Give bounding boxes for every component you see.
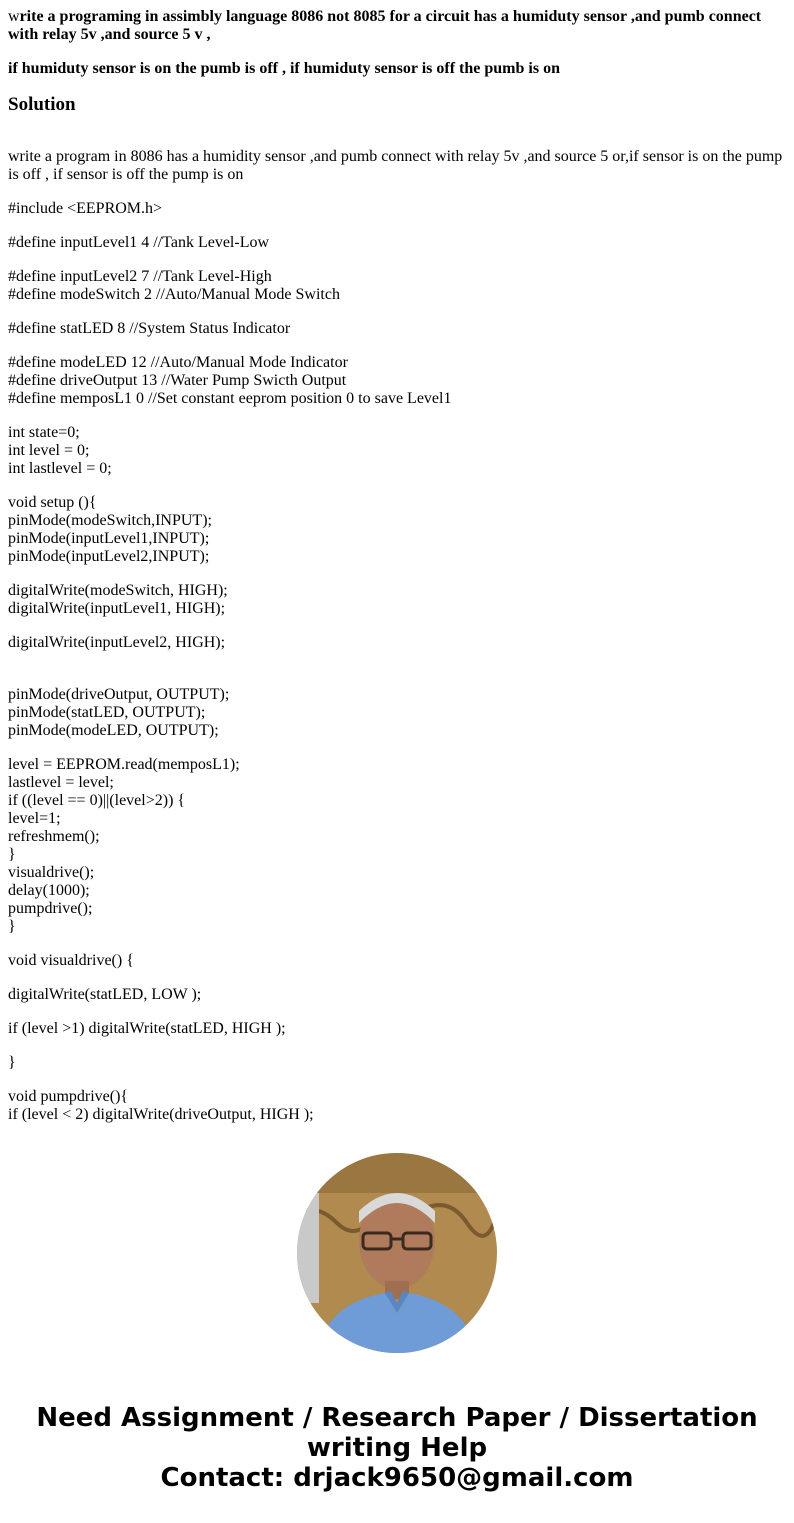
- question-block: [8, 8, 786, 78]
- answer-paragraph: [8, 1054, 786, 1072]
- code-line: digitalWrite(modeSwitch, HIGH);: [8, 582, 228, 599]
- code-line: level = EEPROM.read(memposL1);: [8, 756, 240, 773]
- code-line: #define modeSwitch 2 //Auto/Manual Mode Switch: [8, 286, 340, 303]
- code-line: pinMode(statLED, OUTPUT);: [8, 704, 206, 721]
- answer-paragraph: [8, 354, 786, 408]
- question-line-1: [8, 8, 786, 44]
- footer-line-1: Need Assignment / Research Paper / Dissertation: [36, 1403, 758, 1433]
- code-line: #define inputLevel2 7 //Tank Level-High: [8, 268, 272, 285]
- footer-contact-line: Contact: drjack9650@gmail.com: [160, 1463, 634, 1493]
- code-line: #include <EEPROM.h>: [8, 200, 163, 217]
- code-line: }: [8, 1054, 16, 1071]
- code-line: pinMode(modeSwitch,INPUT);: [8, 512, 212, 529]
- code-line: #define inputLevel1 4 //Tank Level-Low: [8, 234, 270, 251]
- code-line: lastlevel = level;: [8, 774, 114, 791]
- answer-paragraph: [8, 234, 786, 252]
- answer-paragraph: [8, 634, 786, 670]
- author-portrait-image: [297, 1153, 497, 1353]
- code-line: visualdrive();: [8, 864, 95, 881]
- code-line: pumpdrive();: [8, 900, 93, 917]
- answer-paragraph: [8, 424, 786, 478]
- code-line: #define statLED 8 //System Status Indicator: [8, 320, 291, 337]
- code-line: void pumpdrive(){: [8, 1088, 129, 1105]
- answer-paragraph: [8, 1020, 786, 1038]
- code-line: digitalWrite(statLED, LOW );: [8, 986, 202, 1003]
- document-content: [8, 0, 786, 1123]
- code-line: refreshmem();: [8, 828, 100, 845]
- answer-paragraph: [8, 952, 786, 970]
- answer-paragraph: [8, 320, 786, 338]
- code-line: pinMode(driveOutput, OUTPUT);: [8, 686, 230, 703]
- code-line: int level = 0;: [8, 442, 90, 459]
- question-line-1-text: rite a programing in assimbly language 8086 not 8085 for a circuit has a humiduty sensor ,and pumb connect with relay 5v ,and source 5 v ,: [8, 8, 762, 43]
- code-line: }: [8, 918, 16, 935]
- code-line: #define driveOutput 13 //Water Pump Swicth Output: [8, 372, 347, 389]
- footer-banner: [0, 1403, 794, 1493]
- code-line: }: [8, 846, 16, 863]
- code-line: pinMode(modeLED, OUTPUT);: [8, 722, 219, 739]
- code-line: void visualdrive() {: [8, 952, 134, 969]
- solution-heading: Solution: [8, 94, 76, 115]
- answer-paragraph: [8, 986, 786, 1004]
- code-line: int state=0;: [8, 424, 80, 441]
- code-line: [8, 652, 786, 670]
- code-line: delay(1000);: [8, 882, 90, 899]
- answer-paragraph: [8, 148, 786, 184]
- code-line: level=1;: [8, 810, 61, 827]
- answer-paragraph: [8, 200, 786, 218]
- code-line: digitalWrite(inputLevel2, HIGH);: [8, 634, 226, 651]
- answer-paragraph: [8, 756, 786, 936]
- code-line: void setup (){: [8, 494, 97, 511]
- answer-body: [8, 148, 786, 1123]
- code-line: pinMode(inputLevel2,INPUT);: [8, 548, 210, 565]
- code-line: #define modeLED 12 //Auto/Manual Mode Indicator: [8, 354, 348, 371]
- code-line: if ((level == 0)||(level>2)) {: [8, 792, 186, 809]
- answer-paragraph: [8, 582, 786, 618]
- question-first-letter: w: [8, 8, 20, 25]
- code-line: digitalWrite(inputLevel1, HIGH);: [8, 600, 226, 617]
- author-avatar: [297, 1153, 497, 1353]
- answer-paragraph: [8, 268, 786, 304]
- code-line: write a program in 8086 has a humidity sensor ,and pumb connect with relay 5v ,and source 5 or,if sensor is on the pump is off , if sensor is off the pump is on: [8, 148, 783, 183]
- code-line: int lastlevel = 0;: [8, 460, 112, 477]
- answer-paragraph: [8, 1088, 786, 1123]
- footer-line-2: writing Help: [306, 1433, 488, 1463]
- answer-paragraph: [8, 494, 786, 566]
- code-line: if (level >1) digitalWrite(statLED, HIGH );: [8, 1020, 286, 1037]
- code-line: if (level < 2) digitalWrite(driveOutput, HIGH );: [8, 1106, 314, 1123]
- code-line: #define memposL1 0 //Set constant eeprom position 0 to save Level1: [8, 390, 452, 407]
- question-line-2: if humiduty sensor is on the pumb is off , if humiduty sensor is off the pumb is on: [8, 60, 560, 77]
- code-line: pinMode(inputLevel1,INPUT);: [8, 530, 210, 547]
- answer-paragraph: [8, 686, 786, 740]
